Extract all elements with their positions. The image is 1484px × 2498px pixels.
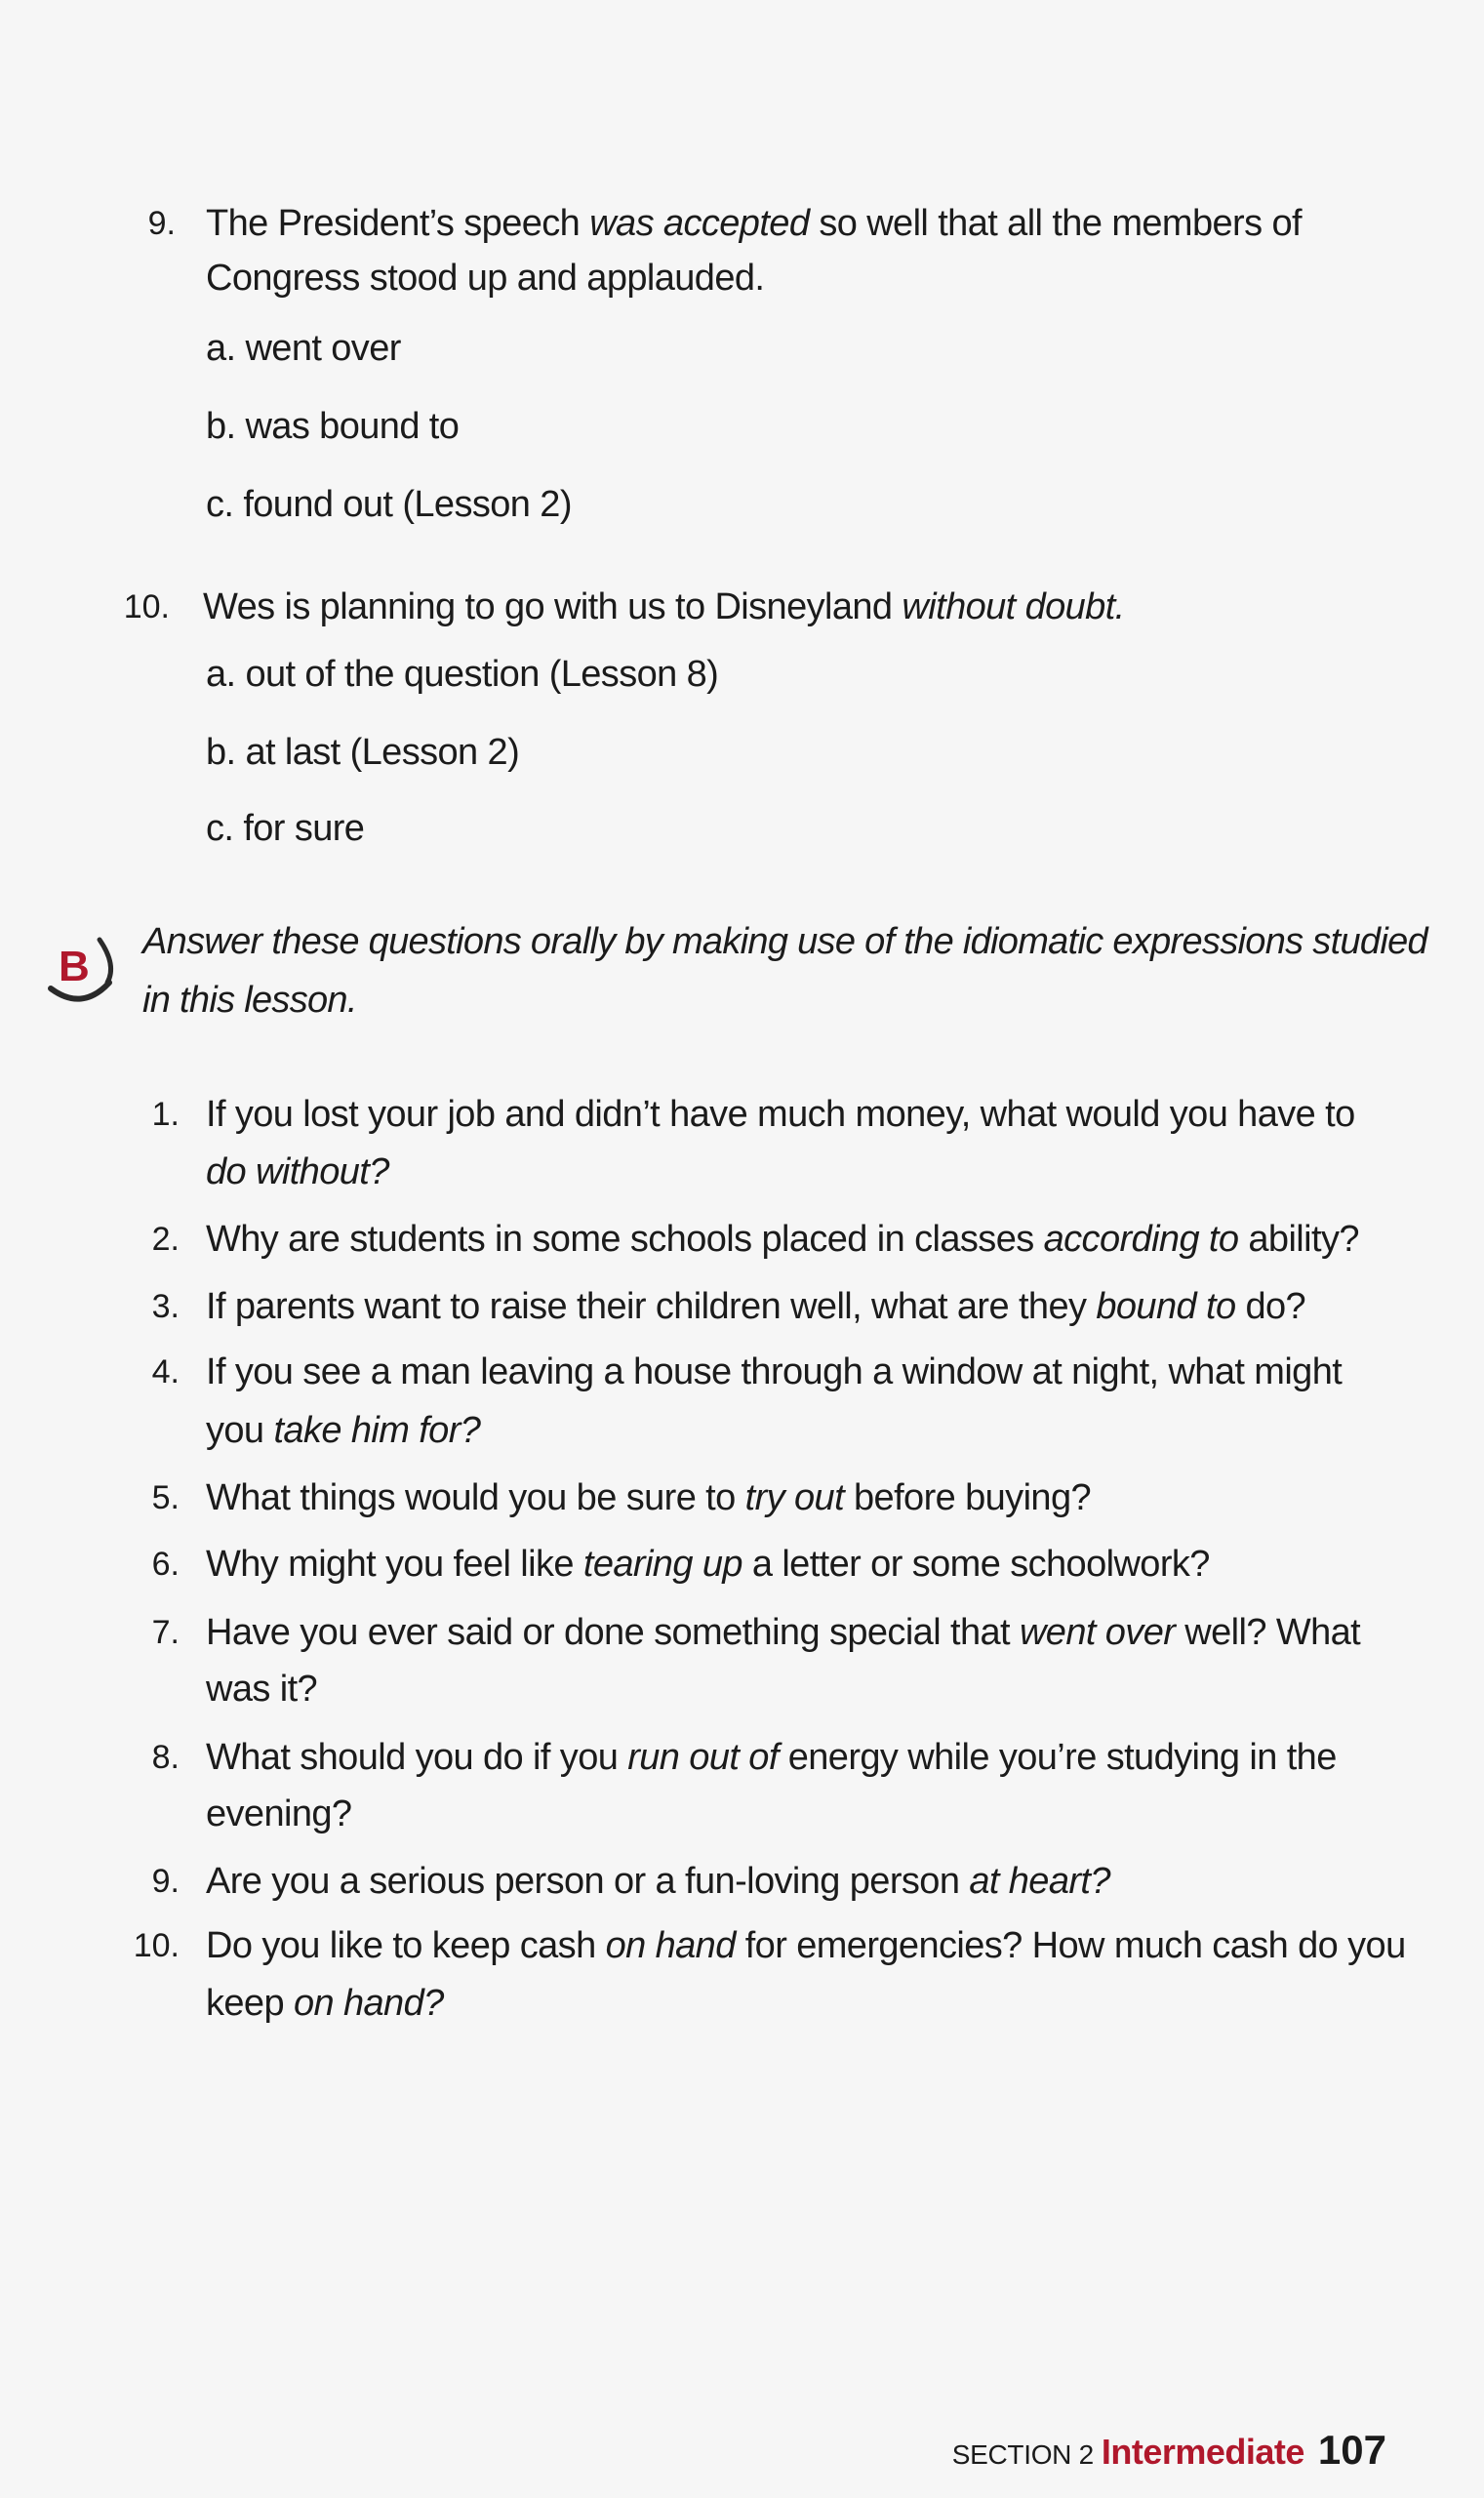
instruction-line: in this lesson. [142,980,357,1021]
footer-level: Intermediate [1101,2432,1304,2472]
question-text-continued: do without? [206,1151,389,1192]
question-text: If you see a man leaving a house through a window at night, what might [206,1351,1343,1392]
question-number: 2. [151,1221,180,1258]
answer-option: b. at last (Lesson 2) [206,732,520,773]
question-text: The President’s speech was accepted so well that all the members of [206,203,1302,244]
badge-letter: B [59,943,90,990]
question-text-continued: Congress stood up and applauded. [206,258,765,299]
question-text: If you lost your job and didn’t have much money, what would you have to [206,1094,1355,1135]
question-text: What should you do if you run out of energy while you’re studying in the [206,1737,1337,1778]
question-number: 7. [151,1614,180,1651]
answer-option: a. out of the question (Lesson 8) [206,654,719,695]
exercise-instruction [142,912,1427,1029]
question-text: Why might you feel like tearing up a letter or some schoolwork? [206,1544,1210,1585]
question-number: 4. [151,1353,180,1390]
question-number: 3. [151,1288,180,1325]
page-number: 107 [1317,2427,1386,2473]
footer-section: SECTION 2 [951,2439,1094,2470]
answer-option: a. went over [206,328,401,369]
question-number: 10. [123,588,170,625]
answer-option: b. was bound to [206,406,460,447]
question-text-continued: you take him for? [206,1410,481,1451]
question-text: Do you like to keep cash on hand for emergencies? How much cash do you [206,1925,1406,1966]
question-text: Are you a serious person or a fun-loving person at heart? [206,1861,1110,1902]
page-footer [952,2426,1386,2479]
instruction-line: Answer these questions orally by making use of the idiomatic expressions studied [142,921,1427,962]
question-text: Have you ever said or done something special that went over well? What [206,1612,1361,1653]
question-text: Wes is planning to go with us to Disneyland without doubt. [203,586,1125,627]
question-text-continued: evening? [206,1793,352,1834]
question-text: If parents want to raise their children well, what are they bound to do? [206,1286,1306,1327]
answer-option: c. found out (Lesson 2) [206,484,572,525]
question-text-continued: was it? [206,1669,318,1710]
question-text: Why are students in some schools placed in classes according to ability? [206,1219,1359,1260]
question-number: 5. [151,1479,180,1516]
question-number: 9. [147,205,176,242]
question-text-continued: keep on hand? [206,1983,444,2024]
answer-option: c. for sure [206,808,365,849]
question-number: 10. [133,1927,180,1964]
question-number: 9. [151,1863,180,1900]
question-number: 1. [151,1096,180,1133]
exercise-b-badge [43,932,121,1010]
question-number: 6. [151,1546,180,1583]
question-text: What things would you be sure to try out before buying? [206,1477,1092,1518]
question-number: 8. [151,1739,180,1776]
